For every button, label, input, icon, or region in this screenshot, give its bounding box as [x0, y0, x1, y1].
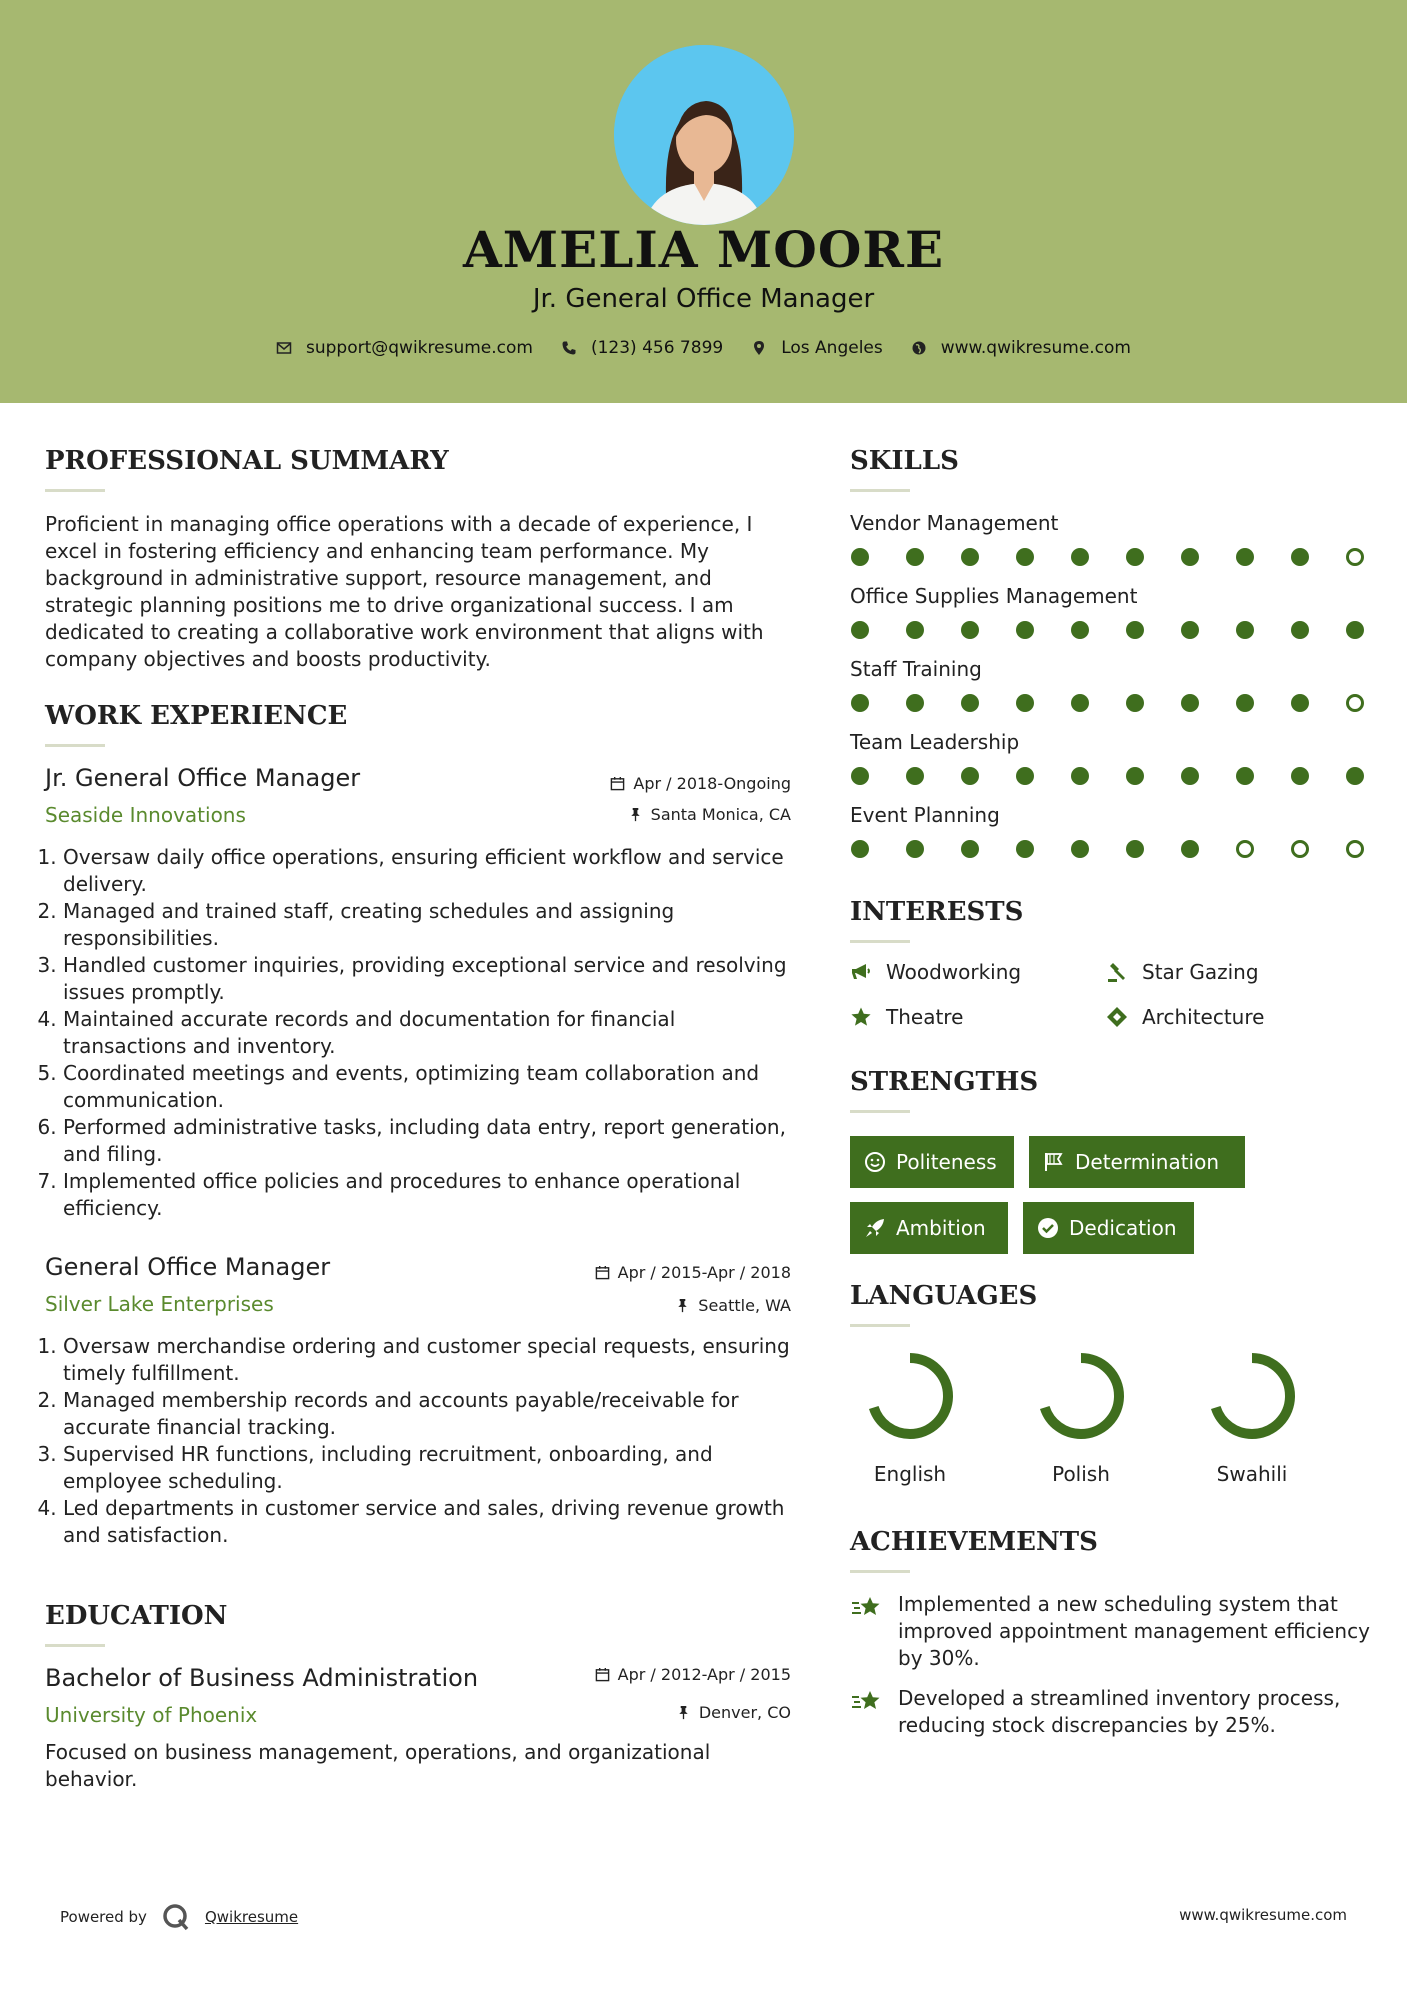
gavel-icon: [1106, 961, 1128, 983]
skill-dot-filled: [1291, 548, 1309, 566]
language-name: Swahili: [1216, 1462, 1288, 1486]
strength-badge: [1023, 1202, 1194, 1254]
skill-dot-filled: [1291, 767, 1309, 785]
skill-dot-filled: [1236, 621, 1254, 639]
skill-rating: [851, 767, 1401, 785]
skills-underline: [850, 489, 910, 492]
language-item: [850, 1348, 970, 1486]
skill-dot-filled: [1181, 548, 1199, 566]
skill-dot-filled: [1126, 840, 1144, 858]
education-underline: [45, 1644, 105, 1647]
pushpin-icon: [676, 1705, 691, 1720]
skill-dot-filled: [1181, 767, 1199, 785]
skill-dot-filled: [961, 840, 979, 858]
skill-rating: [851, 694, 1401, 712]
achievement-item: [850, 1591, 1370, 1672]
list-item: 7. Implemented office policies and procedures to enhance operational efficiency.: [63, 1168, 803, 1222]
list-item: 5. Coordinated meetings and events, optimizing team collaboration and communication.: [63, 1060, 803, 1114]
experience-underline: [45, 744, 105, 747]
skills-heading: SKILLS: [850, 446, 959, 476]
experience-heading: WORK EXPERIENCE: [45, 701, 348, 731]
award-star-icon: [850, 1593, 884, 1623]
job-location: [560, 805, 791, 824]
interest-label: Woodworking: [886, 960, 1022, 984]
calendar-icon: [610, 776, 625, 791]
achievement-item: [850, 1685, 1370, 1739]
contact-email[interactable]: [276, 338, 533, 358]
summary-underline: [45, 489, 105, 492]
job-bullets: [45, 1333, 803, 1549]
skill-dot-filled: [1126, 694, 1144, 712]
language-ring-arc: [1214, 1358, 1290, 1434]
skill-dot-empty: [1346, 840, 1364, 858]
strengths-underline: [850, 1110, 910, 1113]
list-item: 2. Managed membership records and accounts payable/receivable for accurate financial tracking.: [63, 1387, 803, 1441]
skill-dot-filled: [1126, 621, 1144, 639]
job-location-text: Santa Monica, CA: [650, 805, 791, 824]
skill-dot-filled: [906, 548, 924, 566]
map-marker-icon: [751, 340, 767, 356]
skill-dot-filled: [906, 840, 924, 858]
skill-dot-filled: [851, 548, 869, 566]
languages-underline: [850, 1324, 910, 1327]
job-title: Jr. General Office Manager: [45, 764, 361, 792]
language-ring-arc: [1043, 1358, 1119, 1434]
award-star-icon: [850, 1687, 884, 1717]
list-item: 3. Handled customer inquiries, providing exceptional service and resolving issues promptly.: [63, 952, 803, 1006]
language-name: English: [873, 1462, 947, 1486]
skill-dot-filled: [961, 548, 979, 566]
education-dates-text: Apr / 2012-Apr / 2015: [617, 1665, 791, 1684]
contact-location: [751, 338, 883, 358]
skill-dot-filled: [851, 621, 869, 639]
rocket-icon: [864, 1217, 886, 1239]
list-item: 1. Oversaw daily office operations, ensuring efficient workflow and service delivery.: [63, 844, 803, 898]
degree-title: Bachelor of Business Administration: [45, 1664, 479, 1692]
job-title: General Office Manager: [45, 1253, 331, 1281]
skill-dot-filled: [1071, 548, 1089, 566]
skill-dot-empty: [1291, 840, 1309, 858]
skill-dot-filled: [1071, 767, 1089, 785]
summary-heading: PROFESSIONAL SUMMARY: [45, 446, 449, 476]
skill-dot-filled: [1236, 767, 1254, 785]
qwikresume-logo-icon: [161, 1902, 191, 1932]
contact-phone[interactable]: [561, 338, 723, 358]
job-dates: [560, 1263, 791, 1282]
bullhorn-icon: [850, 961, 872, 983]
skill-dot-filled: [1236, 548, 1254, 566]
candidate-name: AMELIA MOORE: [462, 220, 945, 279]
strength-badge: [850, 1136, 1014, 1188]
skill-dot-filled: [1126, 767, 1144, 785]
skill-dot-filled: [1181, 694, 1199, 712]
smile-icon: [864, 1151, 886, 1173]
star-icon: [850, 1006, 872, 1028]
interests-underline: [850, 940, 910, 943]
check-circle-icon: [1037, 1217, 1059, 1239]
globe-icon: [911, 340, 927, 356]
language-ring: [862, 1348, 958, 1444]
language-ring-arc: [872, 1358, 948, 1434]
job-company: Seaside Innovations: [45, 803, 246, 827]
list-item: 4. Led departments in customer service and sales, driving revenue growth and satisfaction.: [63, 1495, 803, 1549]
summary-text: Proficient in managing office operations with a decade of experience, I excel in fostering efficiency and enhancing team performance. My background in administrative support, resource management, and strategic planning positions me to drive organizational success. I am dedicated to creating a collaborative work environment that aligns with company objectives and boosts productivity.: [45, 512, 764, 671]
job-company: Silver Lake Enterprises: [45, 1292, 274, 1316]
skill-dot-filled: [1071, 694, 1089, 712]
profile-photo: [614, 45, 794, 225]
skill-dot-filled: [1071, 621, 1089, 639]
skill-dot-filled: [1071, 840, 1089, 858]
list-item: 2. Managed and trained staff, creating schedules and assigning responsibilities.: [63, 898, 803, 952]
job-location-text: Seattle, WA: [698, 1296, 791, 1315]
skill-rating: [851, 840, 1401, 858]
skill-label: Event Planning: [850, 803, 1000, 827]
interest-item: [1106, 1005, 1264, 1029]
language-ring: [1204, 1348, 1300, 1444]
interests-heading: INTERESTS: [850, 897, 1024, 927]
job-bullets: [45, 844, 803, 1222]
skill-dot-filled: [1016, 840, 1034, 858]
education-location: [560, 1703, 791, 1722]
job-dates-text: Apr / 2018-Ongoing: [633, 774, 791, 793]
skill-dot-empty: [1346, 694, 1364, 712]
location-text: Los Angeles: [781, 338, 883, 358]
language-item: [1192, 1348, 1312, 1486]
skill-dot-filled: [1016, 694, 1034, 712]
brand-link[interactable]: Qwikresume: [204, 1908, 299, 1926]
skill-dot-filled: [1016, 621, 1034, 639]
skill-dot-filled: [906, 621, 924, 639]
contact-bar: [0, 338, 1407, 358]
skill-dot-filled: [961, 621, 979, 639]
skill-dot-empty: [1236, 840, 1254, 858]
phone-icon: [561, 340, 577, 356]
phone-text: (123) 456 7899: [590, 338, 724, 358]
list-item: 4. Maintained accurate records and documentation for financial transactions and inventory.: [63, 1006, 803, 1060]
list-item: 1. Oversaw merchandise ordering and customer special requests, ensuring timely fulfillment.: [63, 1333, 803, 1387]
education-dates: [560, 1665, 791, 1684]
language-name: Polish: [1052, 1462, 1110, 1486]
skill-rating: [851, 548, 1401, 566]
strength-badge: [850, 1202, 1008, 1254]
list-item: 3. Supervised HR functions, including recruitment, onboarding, and employee scheduling.: [63, 1441, 803, 1495]
calendar-icon: [595, 1265, 610, 1280]
list-item: 6. Performed administrative tasks, including data entry, report generation, and filing.: [63, 1114, 803, 1168]
skill-label: Staff Training: [850, 657, 982, 681]
achievements-underline: [850, 1570, 910, 1573]
skill-dot-filled: [851, 840, 869, 858]
language-item: [1021, 1348, 1141, 1486]
education-description: Focused on business management, operations, and organizational behavior.: [45, 1740, 711, 1791]
achievements-heading: ACHIEVEMENTS: [850, 1527, 1098, 1557]
skill-dot-filled: [1346, 767, 1364, 785]
strength-label: Determination: [1075, 1150, 1220, 1174]
email-text: support@qwikresume.com: [306, 338, 533, 358]
skill-label: Vendor Management: [850, 511, 1059, 535]
header-banner: [0, 0, 1407, 403]
skill-dot-filled: [851, 767, 869, 785]
skill-dot-filled: [1181, 840, 1199, 858]
pushpin-icon: [628, 807, 643, 822]
calendar-icon: [595, 1667, 610, 1682]
job-location: [560, 1296, 791, 1315]
strengths-heading: STRENGTHS: [850, 1067, 1039, 1097]
contact-website[interactable]: [911, 338, 1131, 358]
education-heading: EDUCATION: [45, 1601, 228, 1631]
school-name: University of Phoenix: [45, 1703, 258, 1727]
website-text: www.qwikresume.com: [940, 338, 1131, 358]
pushpin-icon: [675, 1298, 690, 1313]
skill-dot-filled: [961, 694, 979, 712]
interest-label: Architecture: [1142, 1005, 1265, 1029]
skill-dot-empty: [1346, 548, 1364, 566]
interest-item: [850, 1005, 963, 1029]
footer-url[interactable]: www.qwikresume.com: [1179, 1906, 1347, 1924]
skill-dot-filled: [1346, 621, 1364, 639]
skill-label: Office Supplies Management: [850, 584, 1138, 608]
ticket-icon: [1106, 1006, 1128, 1028]
languages-heading: LANGUAGES: [850, 1281, 1038, 1311]
skill-rating: [851, 621, 1401, 639]
education-location-text: Denver, CO: [698, 1703, 791, 1722]
skill-dot-filled: [906, 694, 924, 712]
skill-dot-filled: [1126, 548, 1144, 566]
envelope-icon: [276, 340, 292, 356]
strength-badge: [1029, 1136, 1245, 1188]
powered-by-text: Powered by: [60, 1908, 147, 1926]
skill-dot-filled: [1016, 767, 1034, 785]
interest-item: [850, 960, 1021, 984]
flag-icon: [1043, 1151, 1065, 1173]
interest-label: Theatre: [886, 1005, 964, 1029]
skill-dot-filled: [1236, 694, 1254, 712]
skill-dot-filled: [906, 767, 924, 785]
interest-item: [1106, 960, 1259, 984]
skill-dot-filled: [1291, 694, 1309, 712]
skill-dot-filled: [1291, 621, 1309, 639]
interest-label: Star Gazing: [1142, 960, 1259, 984]
job-dates-text: Apr / 2015-Apr / 2018: [617, 1263, 791, 1282]
skill-dot-filled: [851, 694, 869, 712]
strength-label: Ambition: [896, 1216, 986, 1240]
candidate-title: Jr. General Office Manager: [532, 284, 875, 314]
skill-dot-filled: [961, 767, 979, 785]
job-dates: [560, 774, 791, 793]
achievement-text: Implemented a new scheduling system that improved appointment management efficiency by 30%.: [898, 1592, 1370, 1670]
skill-dot-filled: [1016, 548, 1034, 566]
skill-label: Team Leadership: [850, 730, 1020, 754]
skill-dot-filled: [1181, 621, 1199, 639]
language-ring: [1033, 1348, 1129, 1444]
footer-branding: [60, 1902, 298, 1932]
achievement-text: Developed a streamlined inventory process, reducing stock discrepancies by 25%.: [898, 1686, 1341, 1737]
strength-label: Dedication: [1069, 1216, 1177, 1240]
strength-label: Politeness: [896, 1150, 997, 1174]
